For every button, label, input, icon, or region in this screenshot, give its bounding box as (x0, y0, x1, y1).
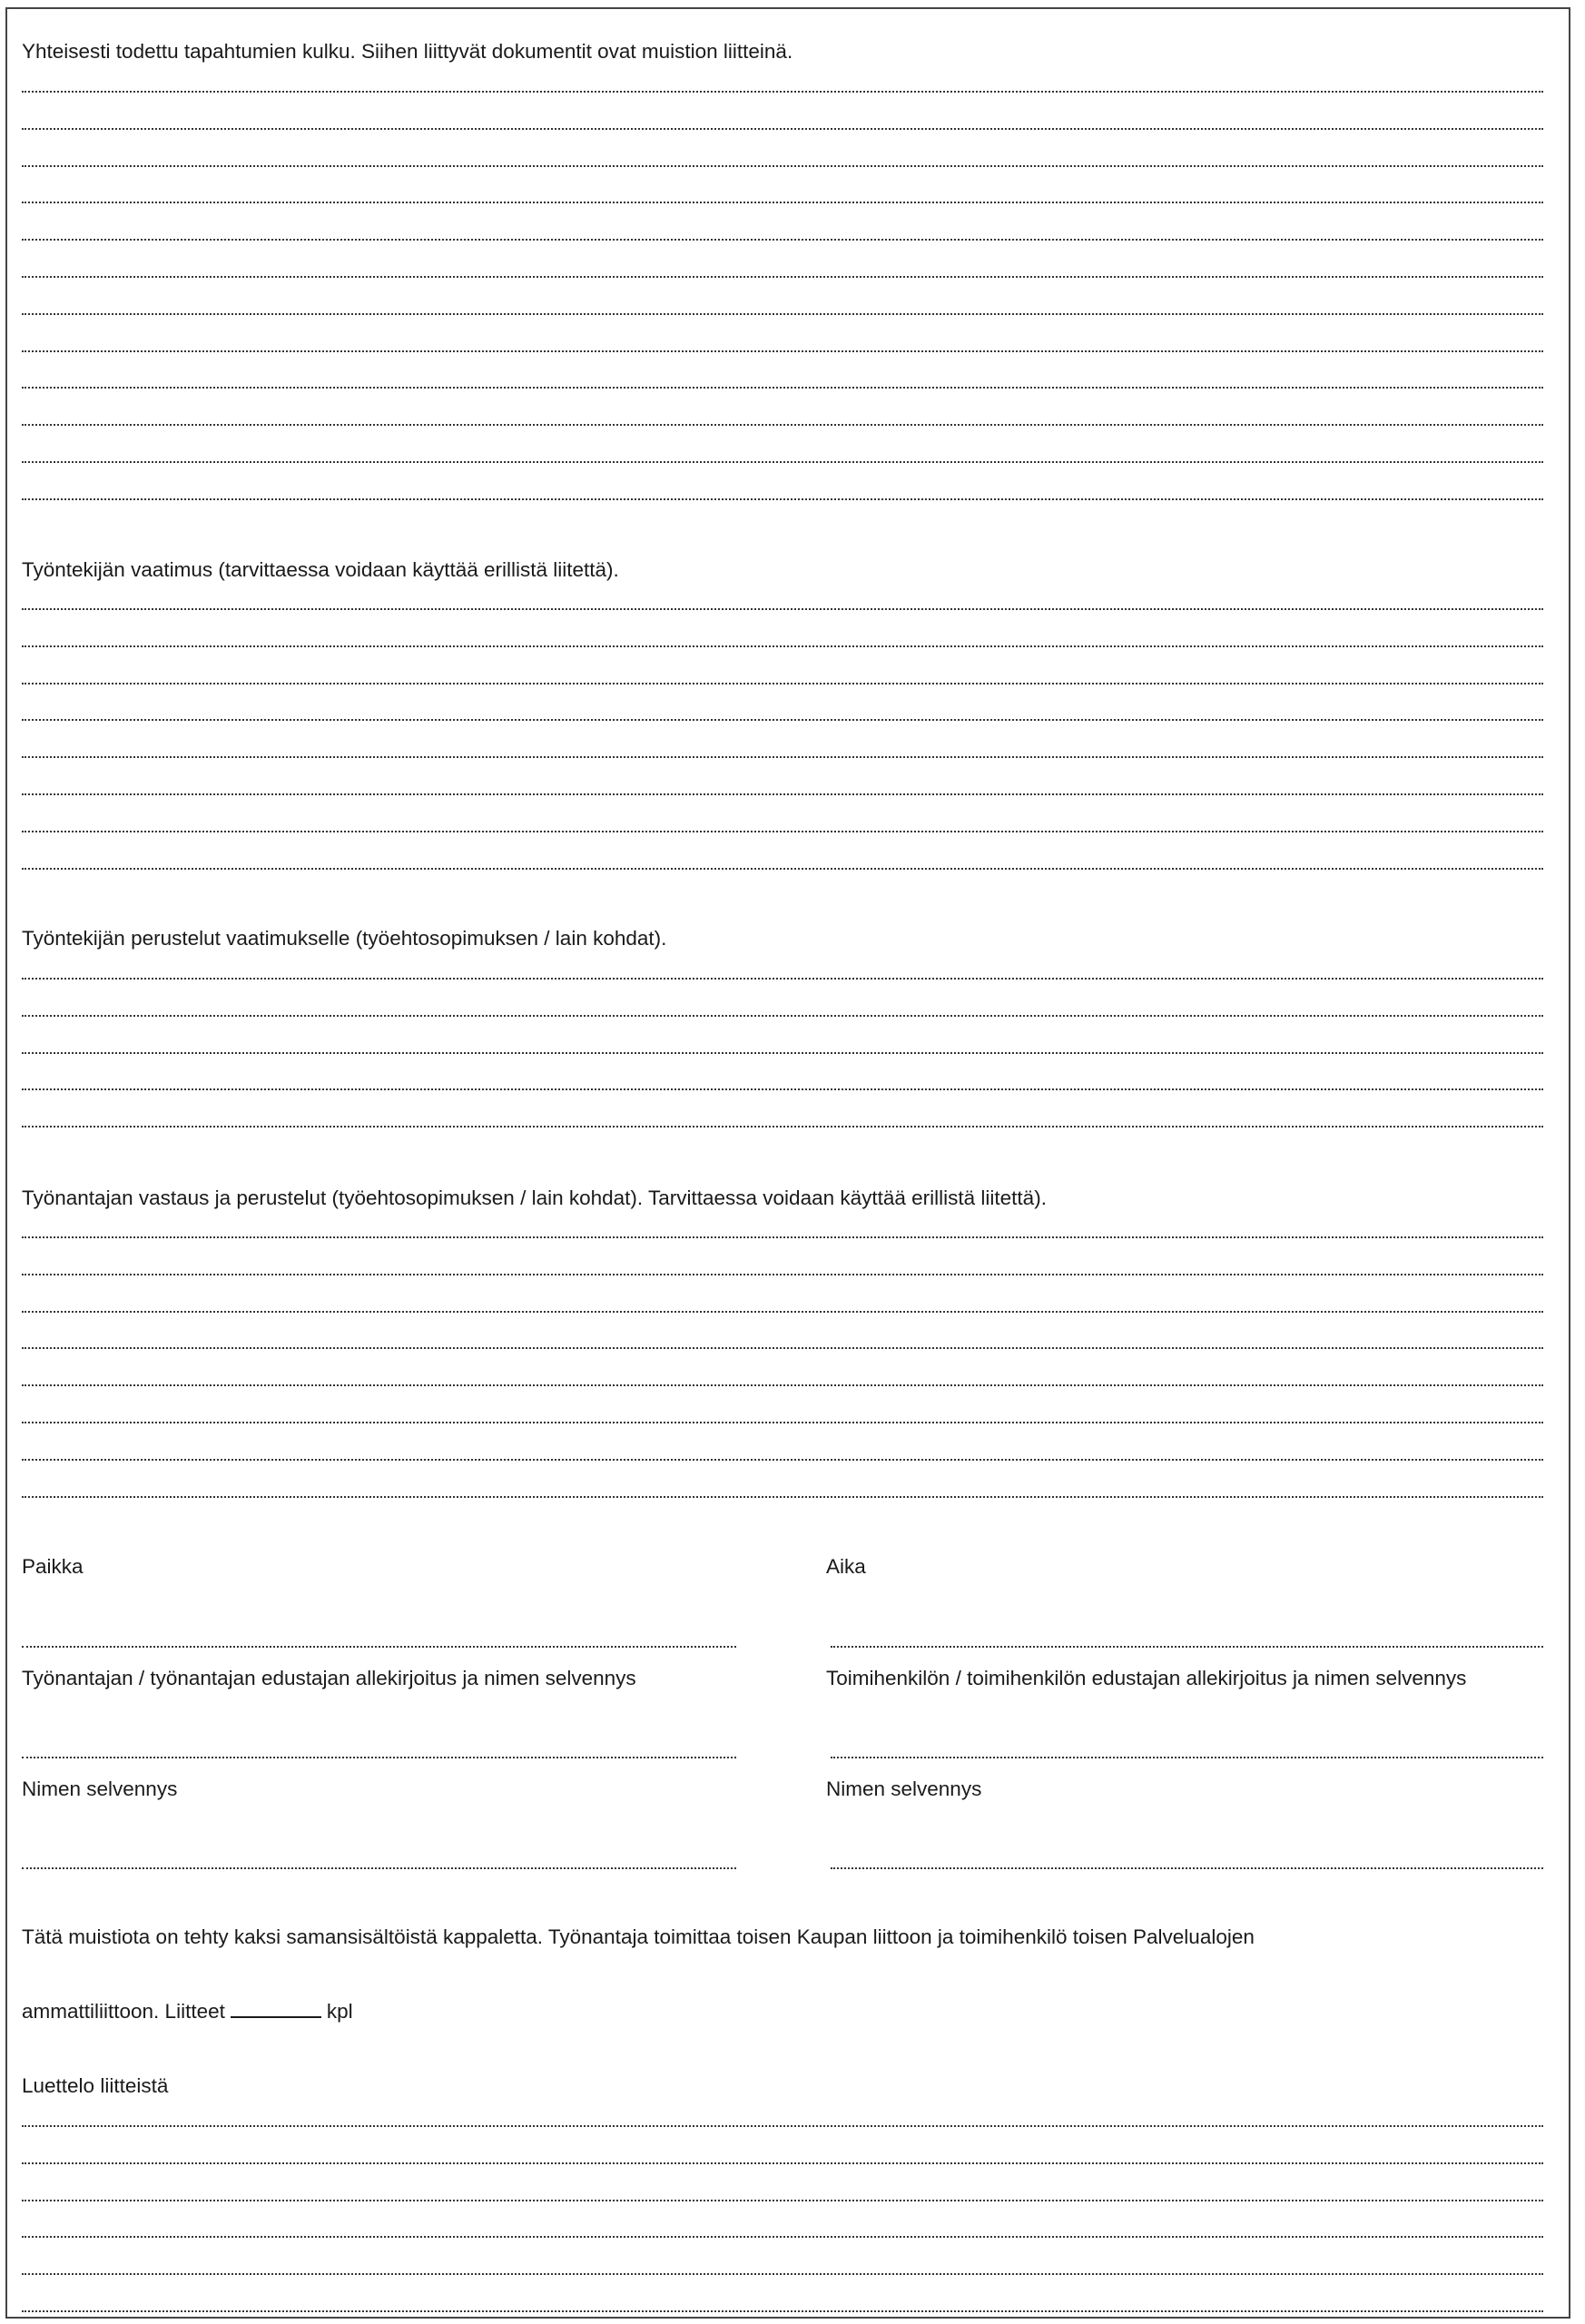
employer-name-line[interactable] (22, 1867, 736, 1869)
employer-response-line[interactable] (22, 1236, 1543, 1238)
attachments-list-line[interactable] (22, 2310, 1543, 2312)
events-line[interactable] (22, 498, 1543, 500)
employer-response-line[interactable] (22, 1459, 1543, 1461)
events-line[interactable] (22, 202, 1543, 203)
claim-grounds-line[interactable] (22, 978, 1543, 980)
attachments-list-line[interactable] (22, 2273, 1543, 2275)
employer-response-line[interactable] (22, 1311, 1543, 1313)
events-section-label: Yhteisesti todettu tapahtumien kulku. Siihen liittyvät dokumentit ovat muistion liitteinä. (22, 40, 793, 63)
employer-response-line[interactable] (22, 1422, 1543, 1423)
claim-line[interactable] (22, 831, 1543, 832)
attachments-list-line[interactable] (22, 2125, 1543, 2127)
employee-signature-line[interactable] (831, 1757, 1543, 1758)
claim-grounds-line[interactable] (22, 1088, 1543, 1090)
employer-response-line[interactable] (22, 1496, 1543, 1498)
events-line[interactable] (22, 313, 1543, 315)
employer-signature-label: Työnantajan / työnantajan edustajan allekirjoitus ja nimen selvennys (22, 1667, 636, 1689)
claim-line[interactable] (22, 645, 1543, 647)
employee-signature-label: Toimihenkilön / toimihenkilön edustajan allekirjoitus ja nimen selvennys (826, 1667, 1467, 1689)
claim-grounds-line[interactable] (22, 1126, 1543, 1128)
employer-response-section-label: Työnantajan vastaus ja perustelut (työehtosopimuksen / lain kohdat). Tarvittaessa voidaan käyttää erillistä liitettä). (22, 1187, 1047, 1209)
time-label: Aika (826, 1555, 866, 1578)
employer-response-line[interactable] (22, 1384, 1543, 1386)
copies-note: Tätä muistiota on tehty kaksi samansisältöistä kappaletta. Työnantaja toimittaa toisen Kaupan liittoon ja toimihenkilö toisen Palvelualojen (22, 1925, 1255, 1948)
claim-line[interactable] (22, 793, 1543, 795)
events-line[interactable] (22, 461, 1543, 463)
employee-name-line[interactable] (831, 1867, 1543, 1869)
attachments-list-line[interactable] (22, 2162, 1543, 2164)
events-line[interactable] (22, 91, 1543, 93)
employer-response-line[interactable] (22, 1274, 1543, 1275)
claim-line[interactable] (22, 608, 1543, 610)
attachments-list-line[interactable] (22, 2200, 1543, 2201)
employer-signature-line[interactable] (22, 1757, 736, 1758)
attachments-prefix: ammattiliittoon. Liitteet (22, 2000, 225, 2023)
claim-section-label: Työntekijän vaatimus (tarvittaessa voidaan käyttää erillistä liitettä). (22, 558, 619, 581)
employee-name-label: Nimen selvennys (826, 1777, 982, 1800)
events-line[interactable] (22, 424, 1543, 426)
employer-response-line[interactable] (22, 1347, 1543, 1349)
claim-grounds-line[interactable] (22, 1052, 1543, 1054)
place-line[interactable] (22, 1646, 736, 1648)
attachments-list-label: Luettelo liitteistä (22, 2074, 169, 2097)
events-line[interactable] (22, 128, 1543, 130)
events-line[interactable] (22, 387, 1543, 389)
claim-line[interactable] (22, 683, 1543, 684)
attachments-unit: kpl (326, 2000, 353, 2023)
events-line[interactable] (22, 276, 1543, 278)
claim-line[interactable] (22, 719, 1543, 721)
attachments-list-line[interactable] (22, 2236, 1543, 2238)
employer-name-label: Nimen selvennys (22, 1777, 178, 1800)
place-label: Paikka (22, 1555, 84, 1578)
attachments-count-row (22, 1999, 353, 2024)
claim-grounds-line[interactable] (22, 1015, 1543, 1017)
events-line[interactable] (22, 239, 1543, 241)
events-line[interactable] (22, 165, 1543, 167)
time-line[interactable] (831, 1646, 1543, 1648)
form-frame (5, 7, 1570, 2319)
claim-grounds-section-label: Työntekijän perustelut vaatimukselle (työehtosopimuksen / lain kohdat). (22, 927, 667, 950)
events-line[interactable] (22, 350, 1543, 352)
claim-line[interactable] (22, 756, 1543, 758)
claim-line[interactable] (22, 868, 1543, 870)
attachments-count-blank[interactable] (231, 2000, 321, 2018)
